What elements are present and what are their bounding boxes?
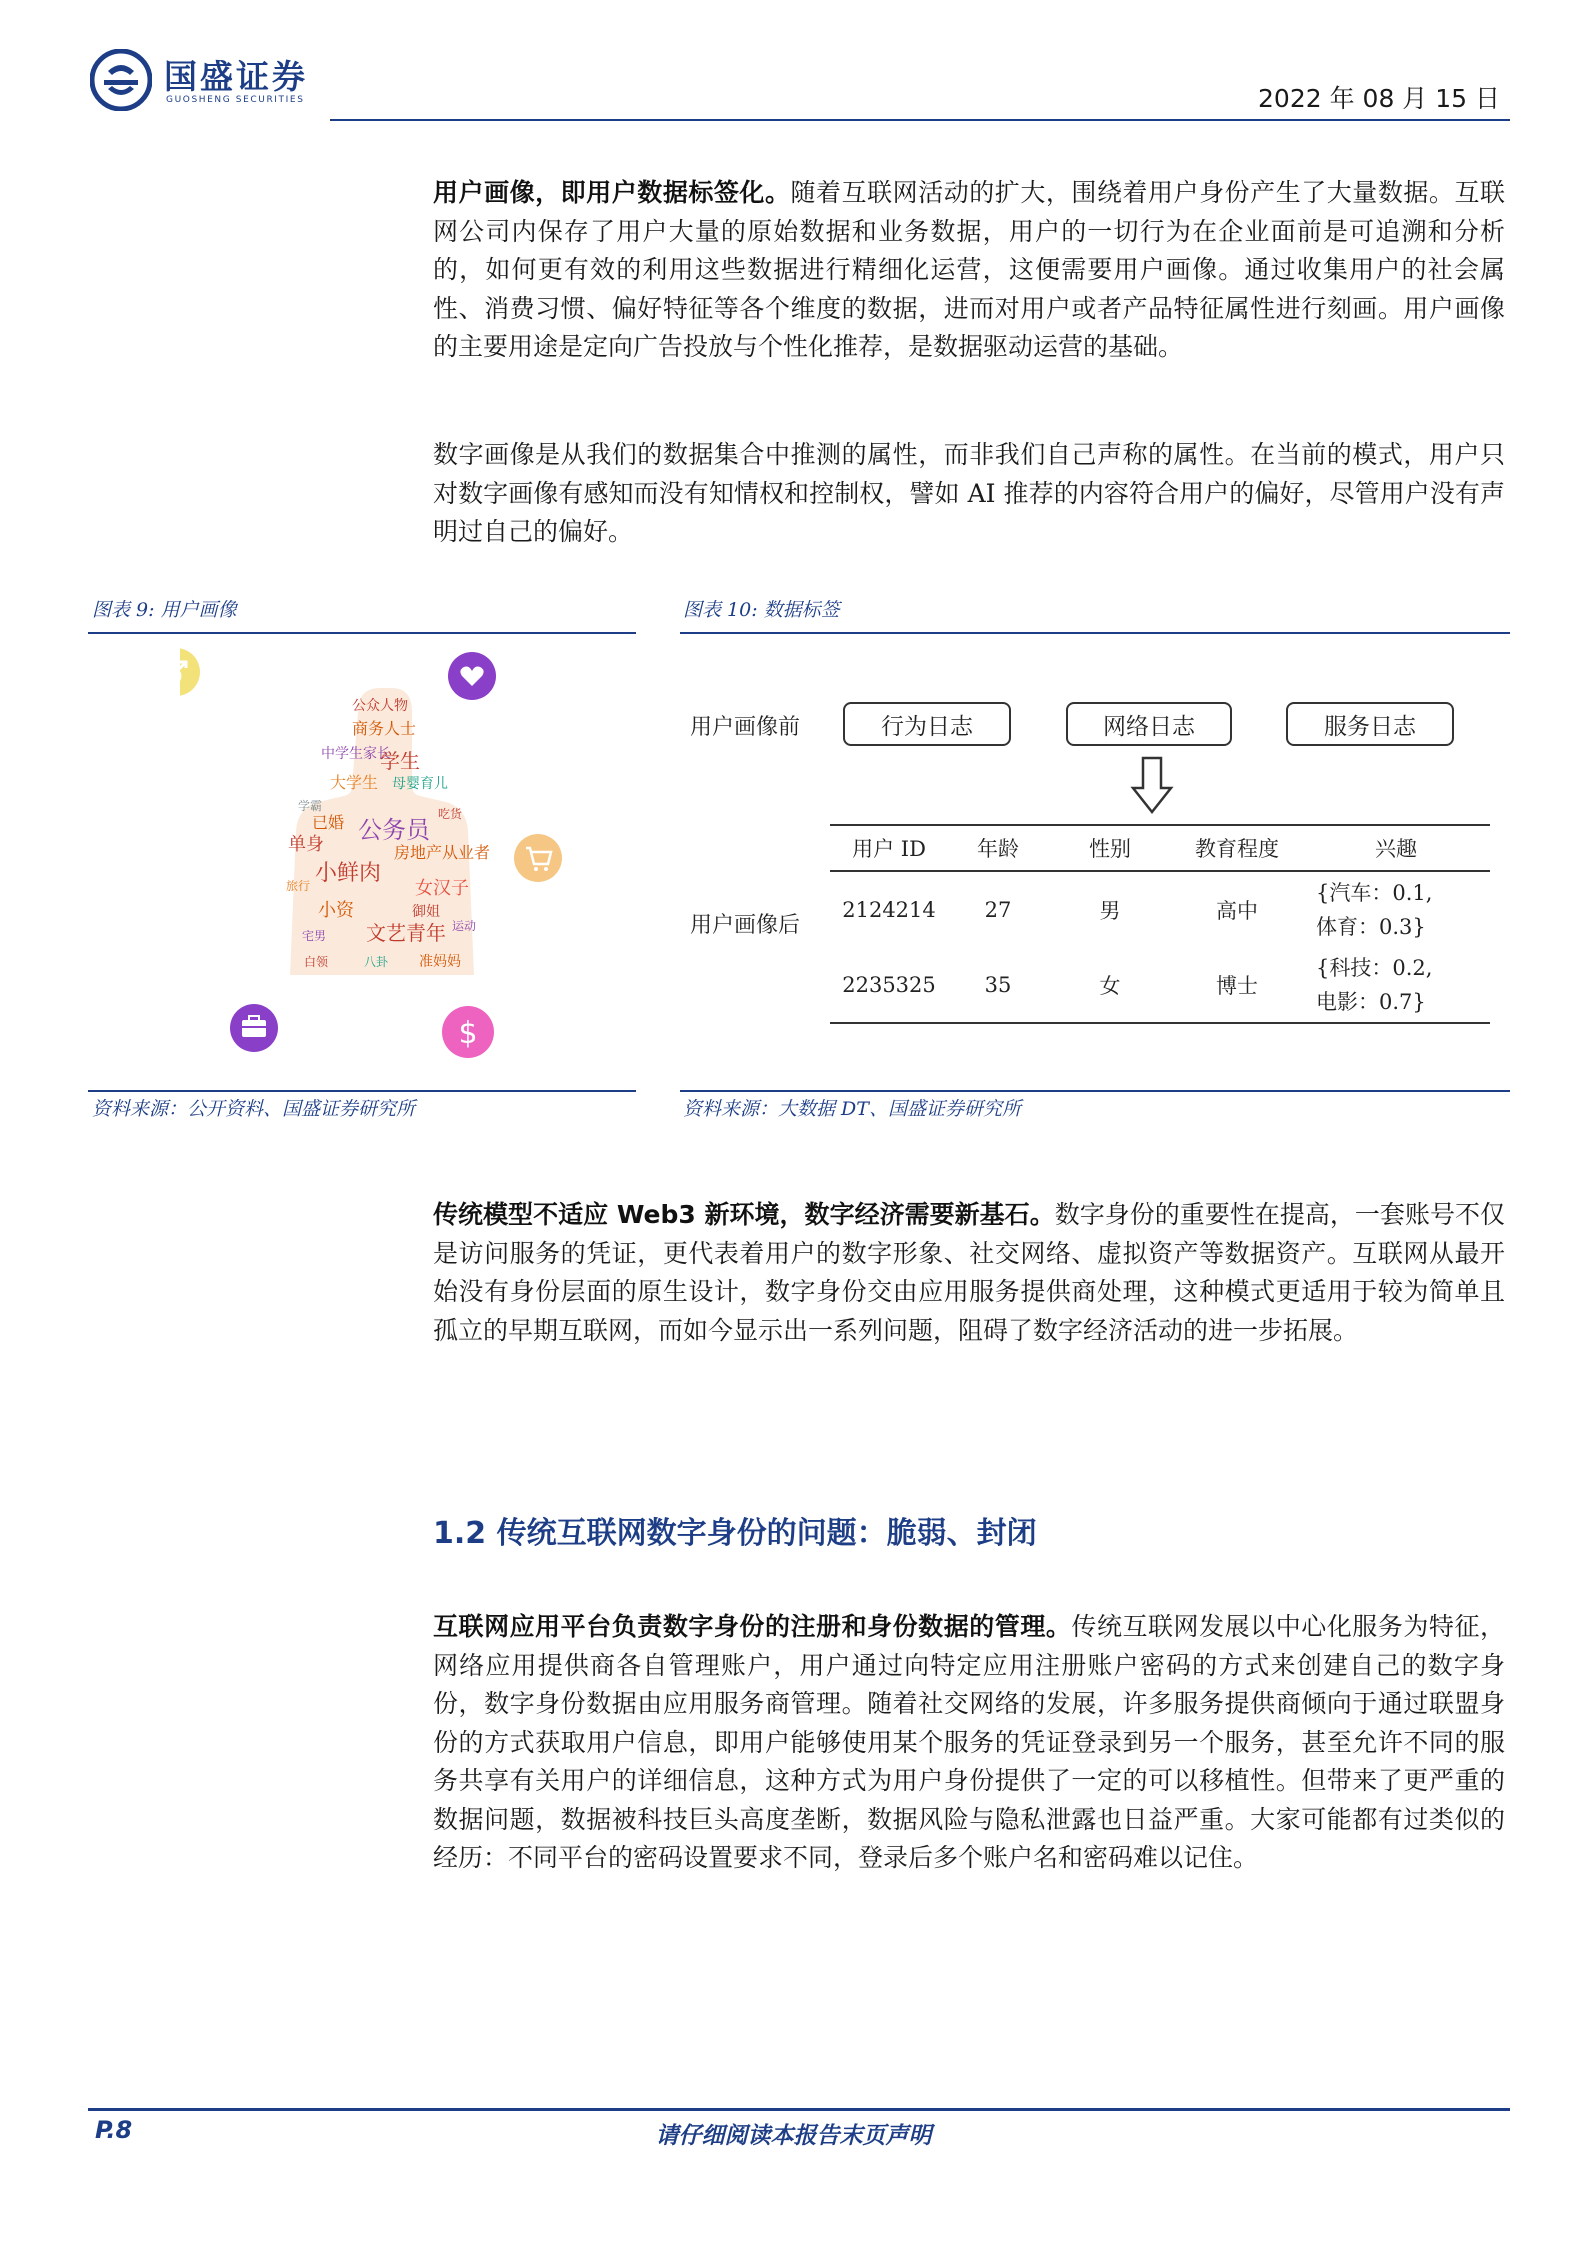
section-title: 1.2 传统互联网数字身份的问题：脆弱、封闭 bbox=[433, 1516, 1037, 1551]
figure9-caption: 图表 9: 用户画像 bbox=[92, 599, 237, 621]
figure10-top-rule bbox=[680, 632, 1510, 634]
paragraph-lead: 用户画像，即用户数据标签化。 bbox=[433, 178, 791, 207]
word-cloud-word: 小鲜肉 bbox=[314, 861, 382, 886]
table-row bbox=[830, 947, 1490, 1023]
word-cloud-word: 白领 bbox=[303, 955, 329, 969]
before-profile-label: 用户画像前 bbox=[690, 715, 801, 740]
user-tag-table bbox=[830, 824, 1490, 1024]
word-cloud-word: 中学生家长 bbox=[321, 746, 391, 762]
word-cloud-word: 学生 bbox=[380, 749, 420, 773]
column-header-user-id: 用户 ID bbox=[830, 825, 948, 871]
page-number: P.8 bbox=[95, 2116, 133, 2144]
word-cloud-word: 母婴育儿 bbox=[392, 776, 448, 792]
guosheng-logo-icon bbox=[90, 49, 152, 111]
svg-text:$: $ bbox=[458, 1016, 478, 1051]
male-icon bbox=[180, 648, 200, 696]
word-cloud-word: 大学生 bbox=[329, 773, 379, 792]
word-cloud-word: 小资 bbox=[318, 900, 354, 921]
word-cloud-word: 宅男 bbox=[301, 929, 327, 943]
figure10-source: 资料来源：大数据 DT、国盛证券研究所 bbox=[683, 1098, 1021, 1120]
interest-line: {科技：0.2, bbox=[1316, 955, 1433, 980]
word-cloud-word: 御姐 bbox=[412, 904, 440, 920]
paragraph-identity-management bbox=[433, 1608, 1505, 1878]
figure10-bottom-rule bbox=[680, 1090, 1510, 1092]
word-cloud-word: 已婚 bbox=[311, 813, 345, 832]
paragraph-lead: 互联网应用平台负责数字身份的注册和身份数据的管理。 bbox=[433, 1612, 1072, 1641]
word-cloud-word: 商务人士 bbox=[351, 719, 417, 738]
brand-name: 国盛证券 bbox=[164, 57, 308, 96]
report-date: 2022 年 08 月 15 日 bbox=[1258, 84, 1500, 113]
table-header-row bbox=[830, 825, 1490, 871]
log-box-network: 网络日志 bbox=[1066, 702, 1232, 746]
paragraph-body: 传统互联网发展以中心化服务为特征，网络应用提供商各自管理账户，用户通过向特定应用注册账户密码的方式来创建自己的数字身份，数字身份数据由应用服务商管理。随着社交网络的发展，许多服务提供商倾向于通过联盟身份的方式获取用户信息，即用户能够使用某个服务的凭证登录到另一个服务，甚至允许不同的服务共享有关用户的详细信息，这种方式为用户身份提供了一定的可以移植性。但带来了更严重的数据问题，数据被科技巨头高度垄断，数据风险与隐私泄露也日益严重。大家可能都有过类似的经历：不同平台的密码设置要求不同，登录后多个账户名和密码难以记住。 bbox=[433, 1612, 1505, 1872]
word-cloud-word: 房地产从业者 bbox=[393, 843, 491, 862]
word-cloud-word: 运动 bbox=[451, 919, 477, 933]
figure9-top-rule bbox=[88, 632, 636, 634]
word-cloud-word: 八卦 bbox=[363, 955, 389, 969]
paragraph-lead: 传统模型不适应 Web3 新环境，数字经济需要新基石。 bbox=[433, 1200, 1055, 1229]
cell-interest bbox=[1302, 947, 1490, 1023]
heart-icon bbox=[448, 652, 496, 700]
word-cloud-word: 公众人物 bbox=[352, 698, 408, 714]
column-header-education: 教育程度 bbox=[1172, 825, 1302, 871]
brand-name-en: GUOSHENG SECURITIES bbox=[166, 95, 305, 105]
cell-user-id: 2235325 bbox=[830, 947, 948, 1023]
paragraph-body: 随着互联网活动的扩大，围绕着用户身份产生了大量数据。互联网公司内保存了用户大量的原始数据和业务数据，用户的一切行为在企业面前是可追溯和分析的，如何更有效的利用这些数据进行精细化运营，这便需要用户画像。通过收集用户的社会属性、消费习惯、偏好特征等各个维度的数据，进而对用户或者产品特征属性进行刻画。用户画像的主要用途是定向广告投放与个性化推荐，是数据驱动运营的基础。 bbox=[433, 178, 1505, 361]
word-cloud-word: 单身 bbox=[288, 834, 324, 855]
paragraph-body: 数字身份的重要性在提高，一套账号不仅是访问服务的凭证，更代表着用户的数字形象、社交网络、虚拟资产等数据资产。互联网从最开始没有身份层面的原生设计，数字身份交由应用服务提供商处理，这种模式更适用于较为简单且孤立的早期互联网，而如今显示出一系列问题，阻碍了数字经济活动的进一步拓展。 bbox=[433, 1200, 1505, 1345]
cell-interest bbox=[1302, 871, 1490, 947]
footer-divider bbox=[88, 2108, 1510, 2111]
cell-age: 35 bbox=[948, 947, 1048, 1023]
footer-disclaimer: 请仔细阅读本报告末页声明 bbox=[655, 2122, 932, 2149]
column-header-age: 年龄 bbox=[948, 825, 1048, 871]
after-profile-label: 用户画像后 bbox=[690, 913, 801, 938]
figure9-user-profile-illustration bbox=[180, 640, 600, 1080]
briefcase-icon bbox=[230, 1004, 278, 1052]
word-cloud-word: 公务员 bbox=[358, 816, 430, 844]
word-cloud-word: 文艺青年 bbox=[366, 921, 446, 945]
cell-education: 博士 bbox=[1172, 947, 1302, 1023]
cell-gender: 女 bbox=[1048, 947, 1172, 1023]
column-header-gender: 性别 bbox=[1048, 825, 1172, 871]
column-header-interest: 兴趣 bbox=[1302, 825, 1490, 871]
paragraph-user-profile bbox=[433, 174, 1505, 367]
word-cloud-word: 准妈妈 bbox=[419, 954, 461, 970]
paragraph-body: 数字画像是从我们的数据集合中推测的属性，而非我们自己声称的属性。在当前的模式，用户只对数字画像有感知而没有知情权和控制权，譬如 AI 推荐的内容符合用户的偏好，尽管用户没有声明过自己的偏好。 bbox=[433, 440, 1505, 546]
paragraph-web3 bbox=[433, 1196, 1505, 1350]
word-cloud-word: 女汉子 bbox=[415, 878, 469, 899]
cell-age: 27 bbox=[984, 897, 1012, 922]
interest-line: 体育：0.3} bbox=[1316, 914, 1426, 939]
cell-education: 高中 bbox=[1216, 898, 1258, 923]
interest-line: 电影：0.7} bbox=[1316, 989, 1426, 1014]
header-divider bbox=[330, 119, 1510, 121]
down-arrow-icon bbox=[1130, 756, 1174, 816]
page-header bbox=[90, 45, 1510, 120]
cell-gender: 男 bbox=[1099, 898, 1121, 923]
figure9-bottom-rule bbox=[88, 1090, 636, 1092]
figure9-source: 资料来源：公开资料、国盛证券研究所 bbox=[92, 1098, 416, 1120]
paragraph-digital-profile bbox=[433, 436, 1505, 552]
table-row bbox=[830, 871, 1490, 947]
word-cloud-word: 吃货 bbox=[437, 807, 463, 821]
word-cloud-word: 学霸 bbox=[297, 799, 323, 813]
shopping-cart-icon bbox=[514, 834, 562, 882]
figure10-caption: 图表 10: 数据标签 bbox=[683, 599, 840, 621]
log-box-behavior: 行为日志 bbox=[843, 702, 1011, 746]
word-cloud-word: 旅行 bbox=[285, 879, 311, 893]
log-box-service: 服务日志 bbox=[1286, 702, 1454, 746]
cell-user-id: 2124214 bbox=[842, 897, 936, 922]
dollar-icon bbox=[442, 1006, 494, 1058]
interest-line: {汽车：0.1, bbox=[1316, 880, 1433, 905]
